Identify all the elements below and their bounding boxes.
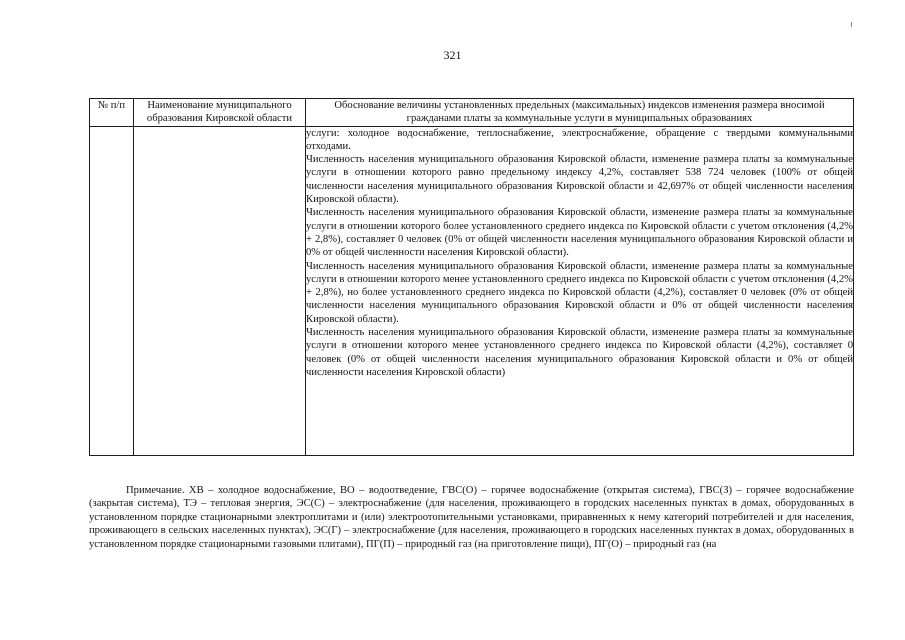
basis-paragraph: Численность населения муниципального образования Кировской области, изменение размера платы за коммунальные услуги в отношении которого равно предельному индексу 4,2%, составляет 538 724 человек (100% от общей численности населения муниципального образования Кировской области и 42,697% от общей численности населения Кировской области). [306,154,853,206]
cell-number [90,126,134,455]
page-number: 321 [443,48,462,62]
header-basis: Обоснование величины установленных предельных (максимальных) индексов изменения размера вносимой гражданами платы за коммунальные услуги в муниципальных образованиях [306,99,854,127]
table-row [90,126,854,455]
cell-basis-text [306,126,854,455]
scan-mark [851,22,852,27]
table-header-row [90,99,854,127]
tariff-basis-table [89,98,854,456]
footnote: Примечание. ХВ – холодное водоснабжение, ВО – водоотведение, ГВС(О) – горячее водоснабжение (открытая система), ГВС(З) – горячее водоснабжение (закрытая система), ТЭ – тепловая энергия, ЭС(С) – электроснабжение (для населения, проживающего в городских населенных пунктах в домах, оборудованных в установленном порядке стационарными электроплитами и (или) электроотопительными установками, приравненных к нему категорий потребителей и для населения, проживающего в сельских населенных пунктах), ЭС(Г) – электроснабжение (для населения, проживающего в городских населенных пунктах в домах, оборудованных в установленном порядке стационарными газовыми плитами), ПГ(П) – природный газ (на приготовление пищи), ПГ(О) – природный газ (на [89,485,854,550]
basis-paragraph: услуги: холодное водоснабжение, теплоснабжение, электроснабжение, обращение с твердыми коммунальными отходами. [306,127,853,152]
basis-paragraph: Численность населения муниципального образования Кировской области, изменение размера платы за коммунальные услуги в отношении которого менее установленного среднего индекса по Кировской области с учетом отклонения (4,2% + 2,8%), но более установленного среднего индекса по Кировской области (4,2%), составляет 0 человек (0% от общей численности населения муниципального образования Кировской области и 0% от общей численности населения Кировской области). [306,260,853,325]
cell-municipality-name [134,126,306,455]
basis-paragraph: Численность населения муниципального образования Кировской области, изменение размера платы за коммунальные услуги в отношении которого менее установленного среднего индекса по Кировской области (4,2%), составляет 0 человек (0% от общей численности населения муниципального образования Кировской области и 0% от общей численности населения Кировской области) [306,327,853,378]
basis-paragraph: Численность населения муниципального образования Кировской области, изменение размера платы за коммунальные услуги в отношении которого более установленного среднего индекса по Кировской области с учетом отклонения (4,2% + 2,8%), составляет 0 человек (0% от общей численности населения муниципального образования Кировской области и 0% от общей численности населения Кировской области). [306,207,853,259]
header-number: № п/п [90,99,134,127]
header-municipality-name: Наименование муниципального образования Кировской области [134,99,306,127]
